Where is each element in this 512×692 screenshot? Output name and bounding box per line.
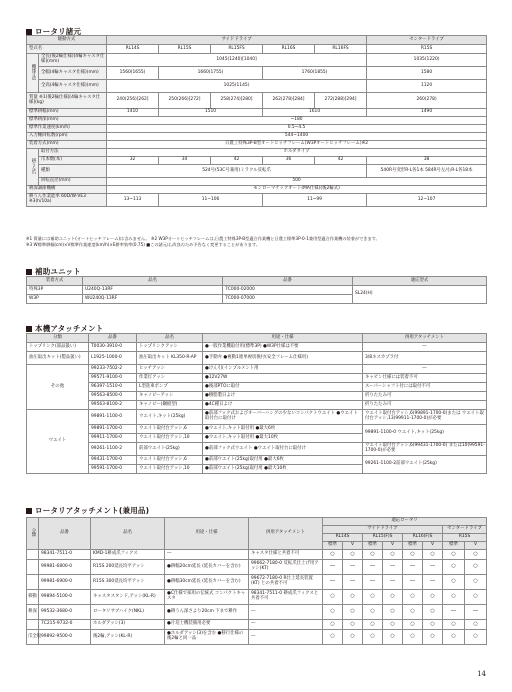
table-row <box>27 443 487 456</box>
table-row <box>27 352 487 365</box>
model-cell: RL16S <box>263 45 315 54</box>
table-cell: ○ <box>465 550 487 560</box>
rotary-attachment-rows <box>27 550 487 645</box>
efficiency-cell: 11~99 <box>263 194 367 207</box>
table-cell: キャスタ仕様と共着不可 <box>249 550 323 560</box>
table-cell: ― <box>363 365 487 374</box>
table-row <box>27 630 487 645</box>
table-cell: 爪全般 <box>27 630 39 645</box>
table-cell: ○ <box>443 590 465 605</box>
table-cell: ○ <box>383 620 403 630</box>
table-cell: 99894-5100-0 <box>39 590 91 605</box>
table-cell: ○ <box>423 605 443 620</box>
mass-label: 質量 ※1(後2輪仕様)[4輪キャスタ仕様](kg) <box>27 93 107 109</box>
model-label: 型式名 <box>27 45 107 54</box>
table-cell: 99261-1100-2 <box>89 443 137 456</box>
attachment-table <box>26 333 487 474</box>
blade-type-label: 種類 <box>39 165 107 178</box>
table-cell: ○ <box>423 630 443 645</box>
width-label: 全幅(4輪キャスタ仕様)(mm) <box>39 67 107 80</box>
model-cell: RL15S <box>159 45 211 54</box>
table-cell: ○ <box>465 590 487 605</box>
model-header: RL14S <box>323 534 363 542</box>
column-header: 品番 <box>39 518 91 550</box>
table-cell: 99981-6900-0 <box>39 575 91 590</box>
speed-label: 標準作業速度(km/h) <box>27 125 107 133</box>
table-cell: 99672-7180-0 R仕上延長装置(KT) との共着不可 <box>249 575 323 590</box>
blade-type-side: 524号(53C号兼用)ミラクル反転爪 <box>107 165 367 178</box>
category-cell: ウエイト <box>27 410 89 474</box>
drive-method-label: 駆動方式 <box>27 36 107 45</box>
sub-header: 標準 <box>323 542 343 550</box>
table-cell <box>27 575 39 590</box>
table-cell: ●ホルダアッシ(3)を含む ●移行仕様の後2輪と同一品 <box>165 630 249 645</box>
efficiency-cell: 13~113 <box>107 194 159 207</box>
table-cell: ●けん引(インプルメント用 <box>203 365 363 374</box>
table-row <box>27 575 487 590</box>
table-cell: ○ <box>443 575 465 590</box>
table-cell: 油圧取出キット(製品扱い) <box>27 352 89 365</box>
table-cell: 99261-1100-2前部ウエイト(25kg) <box>363 456 487 474</box>
table-row <box>27 456 487 465</box>
table-row <box>27 343 487 352</box>
dimension-group-label: 機体寸法 <box>27 54 39 93</box>
table-cell: ○ <box>403 620 423 630</box>
height-center: 1120 <box>367 80 487 93</box>
blade-count-cell: 36 <box>263 157 315 165</box>
table-cell: ●前部フック式ウエイト ●ウエイト取付台に取付け <box>203 443 363 456</box>
table-cell: ○ <box>403 550 423 560</box>
mass-cell: 262(278)[284] <box>263 93 315 109</box>
table-row <box>27 550 487 560</box>
table-cell: キャスタスタンド,アッシ(KL-R) <box>91 590 165 605</box>
table-cell: ○ <box>403 590 423 605</box>
table-cell: ○ <box>465 560 487 575</box>
level-label: 耕深調節機構 <box>27 186 107 194</box>
table-cell: ○ <box>403 630 423 645</box>
column-header: 装着方式 <box>27 277 83 286</box>
table-cell: ●一般作業機取付用(標準3P) ●W3P仕様は不要 <box>203 343 363 352</box>
table-cell: ― <box>383 575 403 590</box>
table-cell: ウエイト取付台アッシ,6 <box>137 456 203 465</box>
table-cell: ●前部フック式およびオーバーハングの少ないコンパクトウエイト ●ウエイト取付台に取付け <box>203 410 363 425</box>
length-label: 全長(後2輪仕様)[4輪キャスタ仕様](mm) <box>39 54 107 67</box>
center-drive-label: センタードライブ <box>367 36 487 45</box>
rotary-spec-table <box>26 35 487 207</box>
table-cell: ○ <box>423 590 443 605</box>
sub-header: V <box>383 542 403 550</box>
section-title-attachments: 本機アタッチメント <box>26 323 103 334</box>
table-cell: 作業灯アッシ <box>137 374 203 383</box>
blade-count-cell: 42 <box>315 157 367 165</box>
table-cell: ●前部ウエイト(25kg)取付用 ●最大6枚 <box>203 456 363 465</box>
section-title-rotary-attachments: ロータリアタッチメント(兼用品) <box>26 505 149 516</box>
table-cell: 特殊3P <box>27 286 83 295</box>
table-cell: ホルダアッシ(3) <box>91 620 165 630</box>
column-header: 品名 <box>137 334 203 343</box>
speed-value: 0.5~4.5 <box>107 125 487 133</box>
efficiency-cell: 12~107 <box>367 194 487 207</box>
table-cell: ― <box>423 560 443 575</box>
table-cell: ― <box>249 605 323 620</box>
table-cell: L1925-1000-0 <box>89 352 137 365</box>
length-center: 1035(1220) <box>367 54 487 67</box>
depth-label: 標準耕深(mm) <box>27 117 107 125</box>
table-cell: 99891-1100-0 <box>89 410 137 425</box>
blade-count-label: 爪本数(本) <box>39 157 107 165</box>
table-cell: ●後部PTOに取付 <box>203 383 363 392</box>
table-cell: 3/8ネスカプラ付 <box>363 352 487 365</box>
sub-header: V <box>343 542 363 550</box>
table-cell: 98341-7511-0 耕成爪フィクスと共着不可 <box>249 590 323 605</box>
sub-header: 標準 <box>443 542 465 550</box>
column-header: 適応型式 <box>353 277 487 286</box>
table-cell: ウエイト,キット(25kg) <box>137 410 203 425</box>
table-row <box>27 560 487 575</box>
table-cell: 96397-1510-0 <box>89 383 137 392</box>
efficiency-cell: 11~106 <box>159 194 263 207</box>
table-cell: ●樹脂製日よけ <box>203 392 363 401</box>
input-value: 544~1400 <box>107 133 487 141</box>
table-cell: ○ <box>423 550 443 560</box>
table-cell: ― <box>343 560 363 575</box>
mass-cell: 272(288)[294] <box>315 93 367 109</box>
table-cell <box>27 560 39 575</box>
table-cell: ○ <box>443 620 465 630</box>
table-row <box>27 365 487 374</box>
table-cell: ○ <box>443 550 465 560</box>
table-cell: ●12V27W <box>203 374 363 383</box>
width-cell: 1560(1655) <box>107 67 159 80</box>
table-cell: ○ <box>343 590 363 605</box>
table-cell: 後2輪,アッシ(KL-R) <box>91 630 165 645</box>
column-header: 分類 <box>27 334 89 343</box>
table-cell: 98341-7511-0 <box>39 550 91 560</box>
table-cell: ○ <box>383 550 403 560</box>
side-drive-label: サイドドライブ <box>107 36 367 45</box>
table-cell: ○ <box>465 575 487 590</box>
diameter-value: 500 <box>107 178 487 186</box>
table-row <box>27 620 487 630</box>
sub-header: 標準 <box>403 542 423 550</box>
table-cell: 99892-9500-0 <box>39 630 91 645</box>
table-cell: R15S 300延長均平アッシ <box>91 575 165 590</box>
square-bullet-icon <box>26 269 32 275</box>
table-cell: WU240Q-13RF <box>83 295 223 304</box>
table-cell: ○ <box>363 590 383 605</box>
blade-mount-value: ホルダタイプ <box>107 149 487 157</box>
height-label: 全高(4輪キャスタ仕様)(mm) <box>39 80 107 93</box>
table-cell: L型洗車ポンプ <box>137 383 203 392</box>
table-cell: 99431-1700-0 <box>89 456 137 465</box>
table-cell: 折りたたみ可 <box>363 401 487 410</box>
category-cell: その他 <box>27 365 89 410</box>
mass-cell: 240(256)[262] <box>107 93 159 109</box>
table-cell: ○ <box>363 605 383 620</box>
table-cell: ○ <box>343 620 363 630</box>
table-cell: ●片培土機装備用必要 <box>165 620 249 630</box>
table-cell: ●耕幅30cm延長 (延長カバーを含む) <box>165 575 249 590</box>
table-cell: ウエイト取付台アッシ,6 <box>137 425 203 434</box>
table-cell: 99233-7502-2 <box>89 365 137 374</box>
page-number: 14 <box>477 670 486 678</box>
std-width-cell: 1510 <box>159 109 263 117</box>
table-cell: ○ <box>323 605 343 620</box>
table-cell: ○ <box>343 605 363 620</box>
table-cell: ― <box>363 575 383 590</box>
column-header: 品番 <box>223 277 353 286</box>
blade-mount-label: 取付方法 <box>39 149 107 157</box>
blade-group-label: 耕うん爪 <box>27 149 39 186</box>
table-cell: 99591-1700-0 <box>89 465 137 474</box>
table-cell: R15S 200延長均平アッシ <box>91 560 165 575</box>
table-cell: W3P <box>27 295 83 304</box>
table-cell: ― <box>323 575 343 590</box>
table-cell: ○ <box>363 550 383 560</box>
table-cell: ●ウエイト,キット取付用 ●最大6枚 <box>203 425 363 434</box>
column-header: 用途・仕様 <box>203 334 363 343</box>
length-side: 1045(1240)[1040] <box>107 54 367 67</box>
table-cell: KMD-1耕成爪フィクス <box>91 550 165 560</box>
table-cell: ●耕幅20cm延長 (延長カバーを含む) <box>165 560 249 575</box>
table-cell: トップリンク(部品扱い) <box>27 343 89 352</box>
square-bullet-icon <box>26 29 32 35</box>
mass-cell: 250(266)[272] <box>159 93 211 109</box>
table-cell: ― <box>363 560 383 575</box>
table-cell: ― <box>383 560 403 575</box>
table-cell: ●耕うん深さより20cm 下まで耕作 <box>165 605 249 620</box>
sub-header: 標準 <box>363 542 383 550</box>
column-header: 品番 <box>89 334 137 343</box>
table-cell: ○ <box>363 620 383 630</box>
table-cell: ― <box>423 575 443 590</box>
column-header: 併用アタッチメント <box>249 518 323 550</box>
table-row <box>27 374 487 383</box>
table-cell: 油圧取出キット KL350-R-AP <box>137 352 203 365</box>
table-cell: ウエイト取付台アッシ,10 <box>137 434 203 443</box>
table-cell: 99981-6800-0 <box>39 560 91 575</box>
table-cell: U240Q-13RF <box>83 286 223 295</box>
blade-count-cell: 42 <box>211 157 263 165</box>
table-cell: 耕深 <box>27 605 39 620</box>
table-row <box>27 392 487 401</box>
square-bullet-icon <box>26 326 32 332</box>
std-width-cell: 1410 <box>107 109 159 117</box>
table-cell: ○ <box>443 560 465 575</box>
model-cell: RL16FS <box>315 45 367 54</box>
column-header: 用途・仕様 <box>165 518 249 550</box>
column-header: 併用アタッチメント <box>363 334 487 343</box>
table-cell: ○ <box>423 620 443 630</box>
table-cell: ○ <box>465 620 487 630</box>
section-title-rotary-specs: ロータリ諸元 <box>26 26 81 37</box>
table-cell: トップリンクアッシ <box>137 343 203 352</box>
table-cell <box>27 620 39 630</box>
table-cell: ― <box>443 605 465 620</box>
hitch-label: 装着方式(mm) <box>27 141 107 149</box>
column-header: 品名 <box>91 518 165 550</box>
width-cell: 1760(1855) <box>263 67 367 80</box>
table-cell <box>27 550 39 560</box>
table-cell: ― <box>249 620 323 630</box>
input-label: 入力軸回転数(rpm) <box>27 133 107 141</box>
diameter-label: 回転直径(mm) <box>39 178 107 186</box>
table-cell: ●C仕様で採用の伝統式 コンパクトキャスタ <box>165 590 249 605</box>
model-cell: RL14S <box>107 45 159 54</box>
blade-type-center: 540R号変形R-L各1本 584R号左/右R-L各18本 <box>367 165 487 178</box>
table-cell: ― <box>403 560 423 575</box>
table-cell: ●前部ウエイト(25kg)取付用 ●最大10枚 <box>203 465 363 474</box>
model-header: RL16(F)S <box>403 534 443 542</box>
table-cell: 99532-3680-0 <box>39 605 91 620</box>
table-cell: 99662-7180-0 反転爪仕上げ用アッシ(KT) <box>249 560 323 575</box>
table-cell: 7C000-02000 <box>223 286 353 295</box>
model-cell: RL15FS <box>211 45 263 54</box>
std-width-label: 標準耕幅(mm) <box>27 109 107 117</box>
rotary-attachment-table <box>26 517 487 645</box>
table-cell: ●手動弁 ●複動1連単複切換付(安全フレーム仕様用) <box>203 352 363 365</box>
table-cell: ウエイト取付台アッシ,6(99891-1700-0)または ウエイト取付台アッシ,13(99911-1700-0)が必要 <box>363 410 487 425</box>
table-cell: ○ <box>383 605 403 620</box>
table-cell: ― <box>249 630 323 645</box>
table-cell: 7C000-07000 <box>223 295 353 304</box>
hitch-value: 日農工特殊3P-B型オートヒッチフレーム(W3Pオートヒッチフレーム)※2 <box>107 141 487 149</box>
table-cell: ウエイト取付台アッシ,10 <box>137 465 203 474</box>
spec-note: ※1 質量には補助ユニット(オートヒッチフレーム)は含みません。 ※2 W3Pオートヒッチフレームは,日農工特殊3P-B型適合作業機と日農工標準3P-0-1兼用型適合作業機の装着ができます。 <box>26 236 380 241</box>
width-cell: 1660(1755) <box>159 67 263 80</box>
table-cell: 99563-8100-2 <box>89 401 137 410</box>
table-cell: ○ <box>383 630 403 645</box>
table-row <box>27 590 487 605</box>
table-cell: ●4C種日よけ <box>203 401 363 410</box>
table-cell: ○ <box>383 590 403 605</box>
square-bullet-icon <box>26 508 32 514</box>
table-cell: ○ <box>323 550 343 560</box>
table-cell: ヒッチアッシ <box>137 365 203 374</box>
table-cell: キャノピーアッシ <box>137 392 203 401</box>
table-cell: ― <box>165 550 249 560</box>
fit-group-header: 適応ロータリ <box>323 518 487 526</box>
table-cell: ○ <box>323 630 343 645</box>
blade-count-cell: 34 <box>159 157 211 165</box>
table-cell: ウエイト取付台アッシ,6(99431-1700-0) または10(99591-1700-0)が必要 <box>363 443 487 456</box>
table-cell: ○ <box>343 630 363 645</box>
table-cell: ○ <box>403 605 423 620</box>
blade-count-cell: 32 <box>107 157 159 165</box>
table-cell: ○ <box>343 550 363 560</box>
table-cell: ― <box>465 605 487 620</box>
column-header: 品名 <box>83 277 223 286</box>
table-cell: 折りたたみ可 <box>363 392 487 401</box>
depth-value: ~180 <box>107 117 487 125</box>
table-cell: ○ <box>443 630 465 645</box>
blade-count-cell: 38 <box>367 157 487 165</box>
height-side: 1025(1145) <box>107 80 367 93</box>
mass-cell: 258(274)[280] <box>211 93 263 109</box>
center-drive-header: センタードライブ <box>443 526 487 534</box>
table-cell: 99891-1100-0 ウエイト,キット(25kg) <box>363 425 487 443</box>
table-cell: ○ <box>363 630 383 645</box>
column-header: 分類 <box>27 518 39 550</box>
table-cell: T0030-3910-0 <box>89 343 137 352</box>
efficiency-label: 耕うん作業能率 60D/W·VE3 ※3(h/10a) <box>27 194 107 207</box>
table-cell: ●ウエイト,キット取付用 ●最大10枚 <box>203 434 363 443</box>
table-row <box>27 605 487 620</box>
side-drive-header: サイドドライブ <box>323 526 443 534</box>
table-cell: 99563-8500-0 <box>89 392 137 401</box>
table-cell: ○ <box>465 630 487 645</box>
sub-header: V <box>423 542 443 550</box>
table-cell: ○ <box>323 590 343 605</box>
width-cell: 1580 <box>367 67 487 80</box>
model-header: R15S <box>443 534 487 542</box>
table-cell: 99911-1700-0 <box>89 434 137 443</box>
table-cell: ― <box>363 343 487 352</box>
table-cell: ― <box>323 560 343 575</box>
table-cell: 7C215-9732-0 <box>39 620 91 630</box>
table-row <box>27 383 487 392</box>
spec-note: ※3 W標準耕幅(cm)×V標準作業速度(km/h)×E耕率効率(0.75) ■この諸元は,改良のため予告なく変更することがあります。 <box>26 242 261 247</box>
mass-cell: 260(278) <box>367 93 487 109</box>
table-cell: 99571-9100-0 <box>89 374 137 383</box>
table-cell: キャノピー(鋼板型) <box>137 401 203 410</box>
table-cell: キャビン仕様には装着不可 <box>363 374 487 383</box>
model-cell: R15S <box>367 45 487 54</box>
section-title-aux-unit: 補助ユニット <box>26 266 81 277</box>
table-cell: スーパーシャフト付には取付不可 <box>363 383 487 392</box>
table-cell: ロータリサブハイク(NKL) <box>91 605 165 620</box>
table-cell: ― <box>343 575 363 590</box>
fit-model: SL24(H) <box>353 286 487 304</box>
model-header: RL15(F)S <box>363 534 403 542</box>
table-row <box>27 401 487 410</box>
level-value: モンローマチックオート(MA仕様)(後2輪式) <box>107 186 487 194</box>
aux-unit-table <box>26 276 487 304</box>
std-width-cell: 1490 <box>367 109 487 117</box>
table-cell: 99891-1700-0 <box>89 425 137 434</box>
table-cell: ○ <box>323 620 343 630</box>
std-width-cell: 1610 <box>263 109 367 117</box>
table-row <box>27 410 487 425</box>
table-cell: 前部ウエイト(25kg) <box>137 443 203 456</box>
table-row <box>27 425 487 434</box>
sub-header: V <box>465 542 487 550</box>
table-cell: 移動 <box>27 590 39 605</box>
table-cell: ― <box>403 575 423 590</box>
